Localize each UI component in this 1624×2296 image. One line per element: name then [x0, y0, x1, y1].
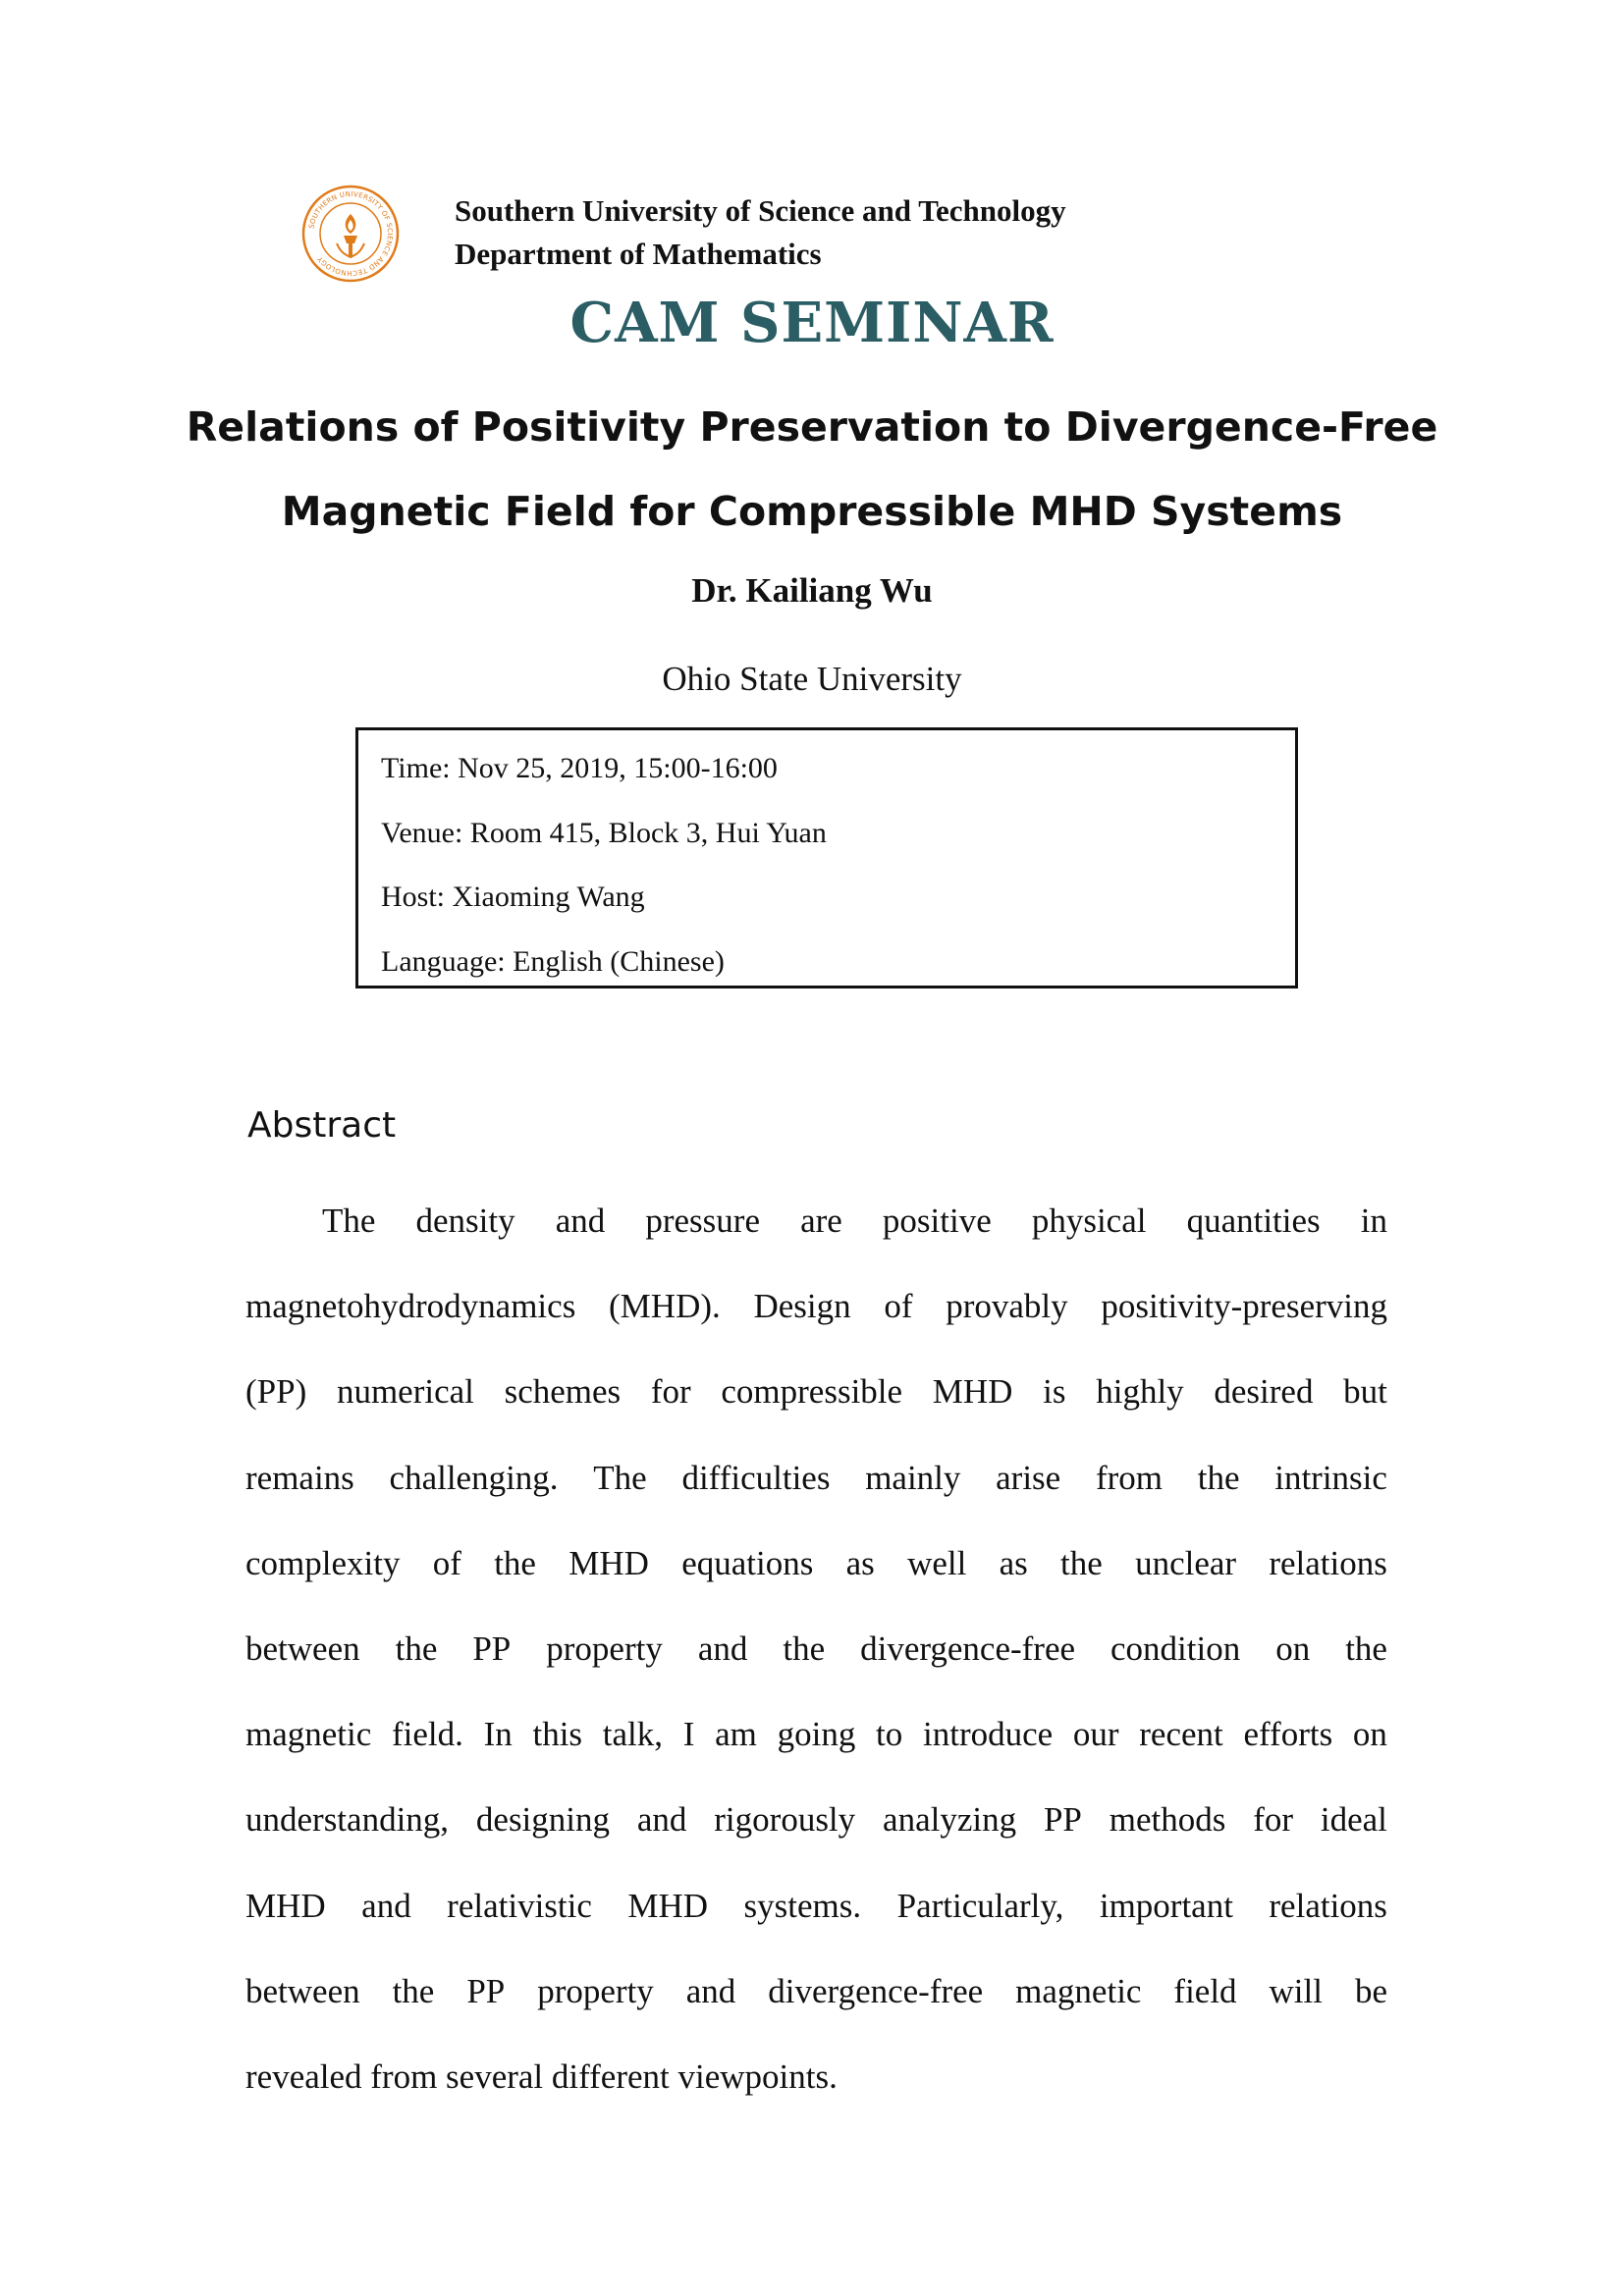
talk-title [147, 385, 1477, 554]
abstract-word: (PP) [245, 1372, 307, 1412]
abstract-word: systems. [743, 1886, 862, 1925]
abstract-heading: Abstract [247, 1105, 397, 1146]
abstract-word: well [907, 1543, 967, 1582]
abstract-word: and [636, 1800, 687, 1840]
abstract-word: Design [753, 1287, 851, 1326]
abstract-word: are [800, 1201, 842, 1240]
abstract-word: our [1072, 1715, 1119, 1754]
university-seal-icon [301, 185, 400, 283]
abstract-word: and [361, 1886, 411, 1925]
abstract-word: relativistic [447, 1886, 592, 1925]
abstract-word: analyzing [883, 1800, 1017, 1840]
abstract-word: but [1343, 1372, 1387, 1412]
abstract-word: the [392, 1971, 435, 2010]
abstract-word: for [1253, 1800, 1294, 1840]
abstract-line: revealed from several different viewpoints. [245, 2056, 838, 2096]
abstract-word: pressure [645, 1201, 760, 1240]
abstract-word: equations [681, 1543, 814, 1582]
abstract-word: positivity-preserving [1101, 1287, 1387, 1326]
abstract-word: MHD [245, 1886, 326, 1925]
abstract-word: between [245, 1629, 360, 1668]
seal-ring-text: SOUTHERN UNIVERSITY OF SCIENCE AND TECHNOLOGY [307, 189, 395, 278]
abstract-word: am [715, 1715, 757, 1754]
event-info-box [355, 727, 1298, 988]
abstract-word: relations [1269, 1543, 1387, 1582]
abstract-word: efforts [1243, 1715, 1333, 1754]
abstract-word: and [555, 1201, 606, 1240]
abstract-word: physical [1031, 1201, 1147, 1240]
abstract-line [245, 1435, 1387, 1521]
organization-block [455, 189, 1066, 276]
abstract-line [245, 1349, 1387, 1434]
abstract-word: important [1099, 1886, 1233, 1925]
university-name: Southern University of Science and Technology [455, 193, 1066, 228]
abstract-word: field. [392, 1715, 463, 1754]
abstract-word: MHD [627, 1886, 709, 1925]
university-seal-graphic [301, 185, 400, 283]
abstract-word: of [432, 1543, 461, 1582]
abstract-word: magnetohydrodynamics [245, 1287, 576, 1326]
abstract-word: the [1345, 1629, 1387, 1668]
abstract-word: the [395, 1629, 438, 1668]
abstract-word: unclear [1135, 1543, 1237, 1582]
abstract-word: density [415, 1201, 515, 1240]
seminar-series-label: CAM SEMINAR [569, 291, 1055, 355]
abstract-line [245, 1691, 1387, 1777]
abstract-word: property [546, 1629, 663, 1668]
abstract-word: the [1060, 1543, 1103, 1582]
abstract-word: mainly [865, 1458, 961, 1497]
abstract-word: positive [882, 1201, 992, 1240]
event-time: Time: Nov 25, 2019, 15:00-16:00 [381, 752, 778, 784]
abstract-word: as [845, 1543, 875, 1582]
talk-title-line-1: Relations of Positivity Preservation to Divergence-Free [186, 403, 1438, 451]
abstract-word: in [1360, 1201, 1387, 1240]
abstract-word: magnetic [245, 1715, 372, 1754]
abstract-word: numerical [336, 1372, 474, 1412]
abstract-line [245, 1521, 1387, 1606]
abstract-word: will [1269, 1971, 1323, 2010]
abstract-word: rigorously [714, 1800, 856, 1840]
abstract-word: between [245, 1971, 360, 2010]
abstract-word: PP [466, 1971, 506, 2010]
abstract-word: desired [1214, 1372, 1314, 1412]
abstract-word: compressible [721, 1372, 903, 1412]
abstract-word: MHD [568, 1543, 649, 1582]
abstract-word: arise [996, 1458, 1061, 1497]
abstract-word: quantities [1186, 1201, 1321, 1240]
abstract-word: divergence-free [860, 1629, 1076, 1668]
abstract-word: for [650, 1372, 691, 1412]
abstract-word: the [783, 1629, 826, 1668]
abstract-word: The [593, 1458, 647, 1497]
abstract-word: designing [475, 1800, 611, 1840]
abstract-word: and [697, 1629, 748, 1668]
abstract-word: In [483, 1715, 513, 1754]
abstract-word: highly [1096, 1372, 1184, 1412]
abstract-word: condition [1110, 1629, 1241, 1668]
abstract-word: introduce [923, 1715, 1054, 1754]
abstract-word: talk, [602, 1715, 664, 1754]
abstract-word: remains [245, 1458, 354, 1497]
abstract-line [245, 1863, 1387, 1949]
abstract-word: is [1043, 1372, 1066, 1412]
abstract-word: going [777, 1715, 856, 1754]
abstract-line [245, 1606, 1387, 1691]
event-venue: Venue: Room 415, Block 3, Hui Yuan [381, 817, 827, 849]
abstract-line [245, 1178, 1387, 1263]
abstract-word: ideal [1320, 1800, 1387, 1840]
abstract-word: provably [946, 1287, 1068, 1326]
abstract-word: of [884, 1287, 913, 1326]
abstract-word: recent [1139, 1715, 1223, 1754]
abstract-word: this [532, 1715, 583, 1754]
abstract-word: as [999, 1543, 1028, 1582]
event-language: Language: English (Chinese) [381, 945, 725, 978]
abstract-word: methods [1109, 1800, 1226, 1840]
abstract-word: I [682, 1715, 695, 1754]
abstract-word: understanding, [245, 1800, 450, 1840]
abstract-line [245, 1949, 1387, 2034]
abstract-line [245, 1263, 1387, 1349]
abstract-word: complexity [245, 1543, 401, 1582]
abstract-word: (MHD). [609, 1287, 721, 1326]
abstract-word: property [537, 1971, 654, 2010]
abstract-word: magnetic [1015, 1971, 1142, 2010]
abstract-word: on [1352, 1715, 1387, 1754]
abstract-word: be [1354, 1971, 1387, 2010]
abstract-word: relations [1269, 1886, 1387, 1925]
abstract-body [245, 1178, 1387, 2119]
speaker-name: Dr. Kailiang Wu [691, 571, 933, 610]
abstract-word: and [685, 1971, 736, 2010]
event-host: Host: Xiaoming Wang [381, 881, 645, 913]
speaker-affiliation: Ohio State University [662, 660, 962, 698]
abstract-word: the [494, 1543, 536, 1582]
abstract-word: to [876, 1715, 903, 1754]
abstract-word: Particularly, [896, 1886, 1064, 1925]
department-name: Department of Mathematics [455, 237, 822, 271]
abstract-word: from [1095, 1458, 1163, 1497]
talk-title-line-2: Magnetic Field for Compressible MHD Systems [281, 488, 1343, 535]
abstract-word: challenging. [389, 1458, 559, 1497]
abstract-word: The [322, 1201, 376, 1240]
abstract-word: PP [1043, 1800, 1082, 1840]
abstract-word: divergence-free [768, 1971, 984, 2010]
abstract-word: MHD [932, 1372, 1013, 1412]
abstract-word: difficulties [681, 1458, 831, 1497]
abstract-line [245, 1777, 1387, 1862]
abstract-word: schemes [504, 1372, 622, 1412]
abstract-word: PP [472, 1629, 512, 1668]
abstract-word: intrinsic [1274, 1458, 1387, 1497]
abstract-word: on [1275, 1629, 1311, 1668]
abstract-word: field [1173, 1971, 1237, 2010]
abstract-word: the [1197, 1458, 1240, 1497]
